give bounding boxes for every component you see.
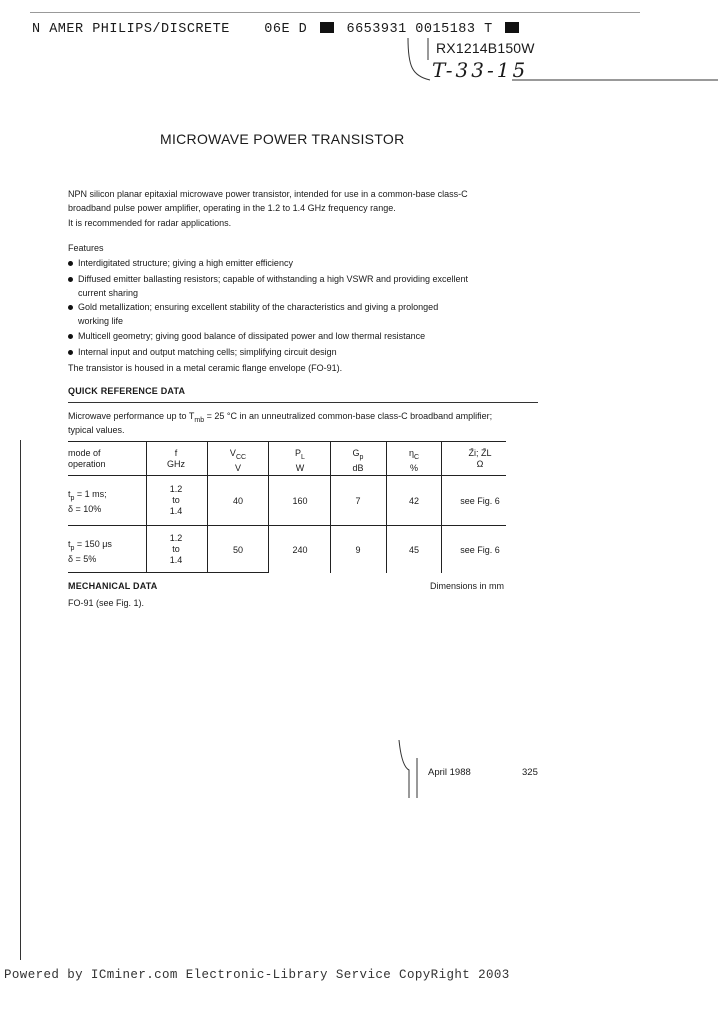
table-col-divider bbox=[268, 441, 269, 573]
feature-item bbox=[78, 272, 468, 300]
feature-text: Gold metallization; ensuring excellent stability of the characteristics and giving a prolonged bbox=[78, 302, 439, 312]
bullet-icon bbox=[68, 261, 73, 266]
table-row-1-eta: 42 bbox=[408, 496, 419, 506]
bullet-icon bbox=[68, 350, 73, 355]
envelope-note: FO-91 (see Fig. 1). bbox=[68, 598, 145, 608]
section-rule bbox=[68, 402, 538, 403]
table-row-2-f: 1.2 to 1.4 bbox=[169, 533, 183, 565]
table-row-2-eta: 45 bbox=[408, 545, 419, 555]
feature-text: Diffused emitter ballasting resistors; capable of withstanding a high VSWR and providing excellent bbox=[78, 274, 469, 284]
intro-line-1: NPN silicon planar epitaxial microwave power transistor, intended for use in a common-base class-C bbox=[68, 189, 468, 199]
table-col-divider bbox=[146, 441, 147, 573]
table-row-2-vcc: 50 bbox=[232, 545, 243, 555]
bullet-icon bbox=[68, 334, 73, 339]
feature-text-cont: working life bbox=[78, 316, 124, 326]
type-number: RX1214B150W bbox=[436, 40, 535, 56]
header-line bbox=[32, 22, 523, 37]
header-letter: T bbox=[484, 22, 493, 37]
feature-text-cont: current sharing bbox=[78, 288, 139, 298]
black-block-mark bbox=[320, 22, 334, 33]
table-col-divider bbox=[441, 441, 442, 573]
col-header-gp: $G_p$ dB bbox=[352, 448, 364, 473]
intro-line-3: It is recommended for radar applications. bbox=[68, 218, 232, 228]
page-title: MICROWAVE POWER TRANSISTOR bbox=[160, 131, 405, 147]
qr-description-2: typical values. bbox=[68, 425, 125, 435]
features-heading: Features bbox=[68, 243, 104, 253]
intro-line-2: broadband pulse power amplifier, operating in the 1.2 to 1.4 GHz frequency range. bbox=[68, 203, 396, 213]
table-col-divider bbox=[207, 441, 208, 573]
table-row-1-vcc: 40 bbox=[232, 496, 243, 506]
header-company: N AMER PHILIPS/DISCRETE bbox=[32, 22, 230, 37]
feature-text: Interdigitated structure; giving a high emitter efficiency bbox=[78, 258, 293, 268]
table-row-1-f: 1.2 to 1.4 bbox=[169, 484, 183, 516]
page-date: April 1988 bbox=[428, 767, 471, 778]
col-header-vcc: $V_{CC}$ V bbox=[229, 448, 247, 473]
feature-item bbox=[78, 300, 438, 328]
watermark-footer: Powered by ICminer.com Electronic-Library Service CopyRight 2003 bbox=[4, 968, 510, 982]
header-rule bbox=[30, 12, 640, 13]
quick-reference-heading: QUICK REFERENCE DATA bbox=[68, 386, 186, 396]
col-header-f: f GHz bbox=[167, 448, 185, 469]
table-row-2-pl: 240 bbox=[292, 545, 308, 555]
page-number: 325 bbox=[522, 767, 538, 778]
dimensions-note: Dimensions in mm bbox=[430, 581, 505, 591]
table-row-2-z: see Fig. 6 bbox=[460, 545, 500, 555]
bullet-icon bbox=[68, 305, 73, 310]
table-bottom-rule bbox=[68, 572, 268, 573]
scan-edge-line bbox=[20, 440, 21, 960]
col-header-eta: $\eta_C$ % bbox=[408, 448, 420, 473]
footer-bracket-lines bbox=[395, 740, 425, 800]
table-col-divider bbox=[330, 441, 331, 573]
mechanical-heading: MECHANICAL DATA bbox=[68, 581, 158, 591]
feature-item bbox=[78, 256, 293, 270]
bullet-icon bbox=[68, 277, 73, 282]
feature-item bbox=[78, 345, 337, 359]
feature-text: Multicell geometry; giving good balance of dissipated power and low thermal resistance bbox=[78, 331, 426, 341]
table-row-1-gp: 7 bbox=[355, 496, 361, 506]
table-row-1-mode: $t_p = 1$ ms; δ = 10% bbox=[68, 489, 107, 514]
col-header-mode: mode of operation bbox=[68, 448, 106, 469]
table-col-divider bbox=[386, 441, 387, 573]
table-row-1-pl: 160 bbox=[292, 496, 308, 506]
header-code: 06E D bbox=[264, 22, 308, 37]
col-header-z: Z̄i; Z̄L Ω bbox=[468, 448, 492, 469]
handwritten-note: T-33-15 bbox=[432, 58, 529, 82]
header-numbers: 6653931 0015183 bbox=[346, 22, 476, 37]
feature-item bbox=[78, 329, 425, 343]
table-row-1-z: see Fig. 6 bbox=[460, 496, 500, 506]
qr-description: Microwave performance up to $T_{mb} = 25$ °C in an unneutralized common-base class-C broadband amplifier; bbox=[68, 411, 493, 424]
table-row-2-gp: 9 bbox=[355, 545, 361, 555]
table-row-2-mode: $t_p = 150$ μs δ = 5% bbox=[68, 539, 112, 564]
housing-note: The transistor is housed in a metal ceramic flange envelope (FO-91). bbox=[68, 363, 343, 373]
feature-text: Internal input and output matching cells; simplifying circuit design bbox=[78, 347, 337, 357]
col-header-pl: $P_L$ W bbox=[295, 448, 305, 473]
black-block-mark bbox=[505, 22, 519, 33]
